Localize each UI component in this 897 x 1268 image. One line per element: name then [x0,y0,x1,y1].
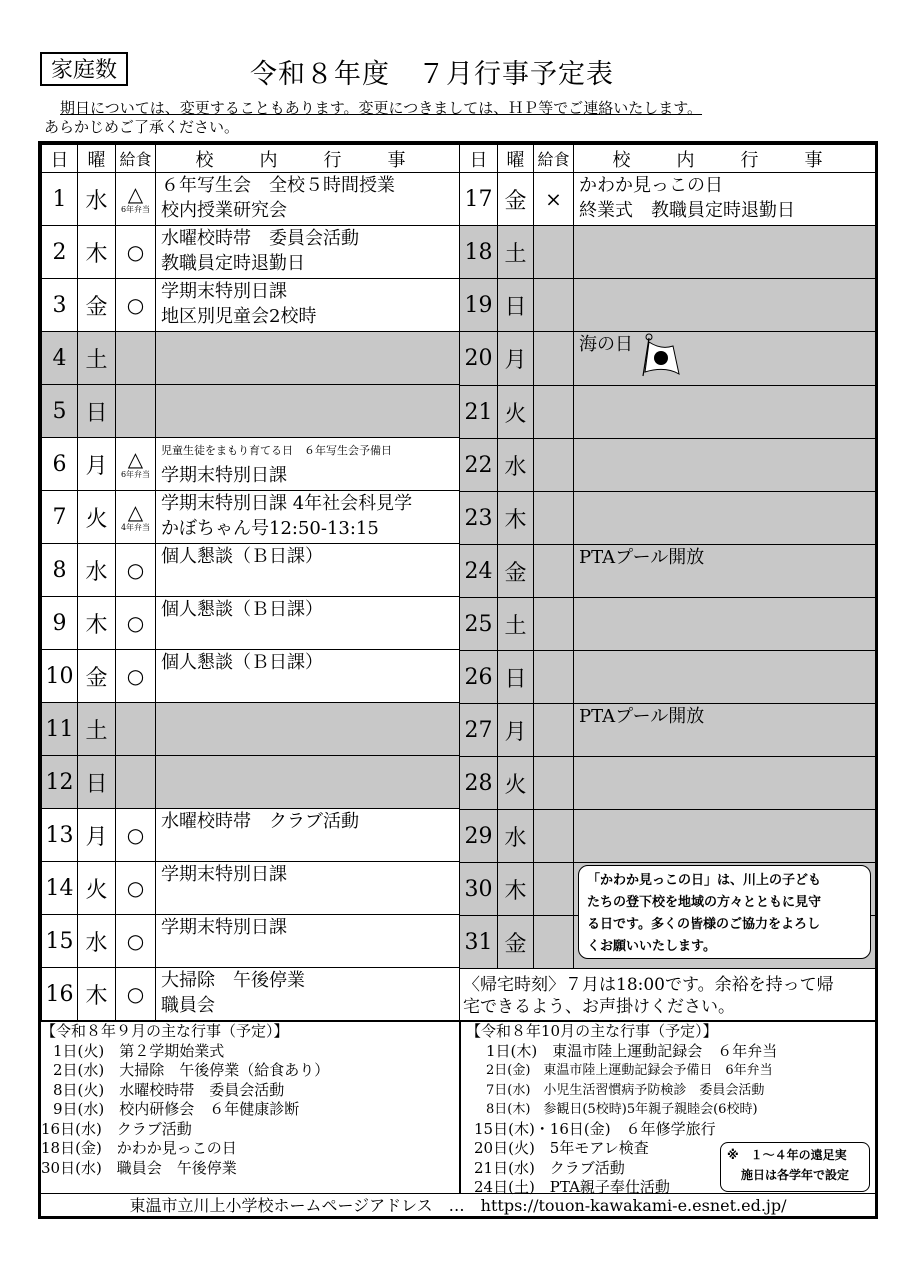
day-number: 21 [460,386,498,439]
weekday: 月 [498,332,534,386]
event-line: 職員会 [161,995,215,1016]
events-cell [574,651,876,704]
weekday: 土 [498,598,534,651]
header-events: 校 内 行 事 [156,145,460,173]
calendar-row [460,757,876,810]
calendar-row [42,968,460,1021]
schedule-item: 21日(水) クラブ活動 [474,1158,625,1177]
weekday: 金 [78,650,116,703]
event-line: 教職員定時退勤日 [161,253,305,274]
notice-line-1: 期日については、変更することもあります。変更につきましては、ＨＰ等でご連絡いたします。 [60,99,703,117]
event-line: 学期末特別日課 [161,281,287,302]
day-number: 16 [42,968,78,1021]
event-line: 個人懇談（Ｂ日課） [161,546,323,567]
day-number: 18 [460,226,498,279]
note-line: 施日は各学年で設定 [740,1168,849,1182]
schedule-item: 2日(水) 大掃除 午後停業（給食あり） [53,1061,330,1079]
day-number: 3 [42,279,78,332]
lunch-status [116,703,156,756]
lunch-note: 4年弁当 [120,522,151,532]
event-line: 終業式 教職員定時退勤日 [579,200,795,221]
lunch-status [534,545,574,598]
return-time-line: 〈帰宅時刻〉７月は18:00です。余裕を持って帰 [463,975,834,995]
calendar-row [42,703,460,756]
calendar-row [42,809,460,862]
calendar-row [460,492,876,545]
event-line: 学期末特別日課 [161,465,287,486]
events-cell [156,862,460,915]
day-number: 4 [42,332,78,385]
callout-line: たちの登下校を地域の方々とともに見守 [587,895,822,910]
day-number: 12 [42,756,78,809]
calendar-table-right [459,144,876,969]
lunch-mark: △ [127,181,144,206]
calendar-row [42,756,460,809]
lunch-status [534,332,574,386]
weekday: 日 [498,651,534,704]
calendar-row [42,226,460,279]
weekday: 土 [78,332,116,385]
calendar-row [42,332,460,385]
notice-line-2: あらかじめご了承ください。 [44,118,240,136]
weekday: 水 [78,915,116,968]
calendar-row [460,545,876,598]
events-cell [574,757,876,810]
day-number: 14 [42,862,78,915]
lunch-mark: △ [127,446,144,471]
weekday: 金 [498,173,534,226]
lunch-status [116,650,156,703]
lunch-mark: ○ [126,557,145,582]
schedule-item: 20日(火) 5年モアレ検査 [474,1139,649,1157]
day-number: 11 [42,703,78,756]
day-number: 17 [460,173,498,226]
calendar-row [42,915,460,968]
schedule-item: 16日(水) クラブ活動 [41,1119,192,1138]
lunch-status [534,810,574,863]
events-cell [574,492,876,545]
callout-line: 「かわか見っこの日」は、川上の子ども [587,873,822,888]
day-number: 25 [460,598,498,651]
calendar-row [42,173,460,226]
lunch-status [116,968,156,1021]
september-events [41,1022,461,1178]
events-cell [574,332,876,386]
day-number: 8 [42,544,78,597]
return-time-line: 宅できるよう、お声掛けください。 [463,997,735,1017]
schedule-item: 8日(木) 参観日(5校時)5年親子親睦会(6校時) [486,1102,758,1117]
events-cell [574,279,876,332]
lunch-status [534,757,574,810]
day-number: 26 [460,651,498,704]
calendar-row [460,810,876,863]
weekday: 火 [78,491,116,544]
events-cell [574,810,876,863]
header-day: 日 [42,145,78,173]
lunch-mark: ○ [126,981,145,1006]
day-number: 31 [460,916,498,969]
weekday: 土 [78,703,116,756]
excursion-note [720,1142,870,1192]
events-cell [156,756,460,809]
lunch-mark: ○ [126,610,145,635]
day-number: 22 [460,439,498,492]
lunch-mark: ○ [126,292,145,317]
lunch-status [116,491,156,544]
calendar-row [42,597,460,650]
callout-line: くお願いいたします。 [587,939,716,954]
weekday: 水 [498,439,534,492]
calendar-row [460,598,876,651]
schedule-item: 8日(火) 水曜校時帯 委員会活動 [53,1080,285,1099]
events-cell [156,385,460,438]
lunch-status [116,597,156,650]
calendar-row [42,650,460,703]
lunch-mark: × [545,186,562,211]
event-line: 学期末特別日課 [161,917,287,938]
weekday: 金 [498,916,534,969]
day-number: 9 [42,597,78,650]
weekday: 水 [498,810,534,863]
homepage-footer: 東温市立川上小学校ホームページアドレス … https://touon-kawakami-e.esnet.ed.jp/ [41,1193,875,1218]
events-cell [156,915,460,968]
event-line: 学期末特別日課 [161,864,287,885]
events-cell [156,597,460,650]
lunch-status [116,862,156,915]
lunch-mark: ○ [126,928,145,953]
lunch-status [534,704,574,757]
lunch-status [534,598,574,651]
lunch-status [534,651,574,704]
schedule-item: 24日(土) PTA親子奉仕活動 [474,1178,670,1196]
day-number: 23 [460,492,498,545]
events-cell [574,439,876,492]
weekday: 木 [78,226,116,279]
events-cell [156,544,460,597]
weekday: 火 [498,757,534,810]
day-number: 5 [42,385,78,438]
events-cell [574,173,876,226]
day-number: 1 [42,173,78,226]
header-weekday: 曜 [498,145,534,173]
events-cell [574,598,876,651]
lunch-status [116,173,156,226]
lunch-status [116,226,156,279]
events-cell [156,491,460,544]
calendar-row [460,386,876,439]
weekday: 月 [78,438,116,491]
weekday: 月 [78,809,116,862]
lunch-status [534,863,574,916]
lunch-status [534,492,574,545]
event-line: 児童生徒をまもり育てる日 ６年写生会予備日 [161,444,392,457]
lunch-status [116,809,156,862]
lunch-note: 6年弁当 [120,204,151,214]
lunch-status [534,916,574,969]
day-number: 30 [460,863,498,916]
events-cell [156,173,460,226]
lunch-status [116,438,156,491]
lunch-status [116,915,156,968]
lunch-status [116,756,156,809]
calendar-row [42,385,460,438]
event-line: 水曜校時帯 委員会活動 [161,228,359,249]
weekday: 木 [498,863,534,916]
event-line: 校内授業研究会 [161,200,287,221]
weekday: 水 [78,544,116,597]
day-number: 20 [460,332,498,386]
events-cell [156,332,460,385]
lunch-status [116,332,156,385]
calendar-row [460,651,876,704]
callout-line: る日です。多くの皆様のご協力をよろし [587,917,820,932]
return-time-notice [459,972,883,1020]
event-line: 地区別児童会2校時 [161,306,317,327]
calendar-row [42,279,460,332]
lunch-status [116,279,156,332]
weekday: 金 [78,279,116,332]
day-number: 15 [42,915,78,968]
events-cell [574,545,876,598]
event-line: PTAプール開放 [579,547,705,568]
calendar-row [42,491,460,544]
calendar-row [460,704,876,757]
events-cell [156,703,460,756]
weekday: 日 [498,279,534,332]
events-cell [574,386,876,439]
schedule-item: 1日(火) 第２学期始業式 [53,1041,225,1060]
schedule-item: 7日(水) 小児生活習慣病予防検診 委員会活動 [486,1082,765,1098]
september-heading: 【令和８年９月の主な行事（予定）】 [41,1022,289,1040]
page-title: 令和８年度 ７月行事予定表 [250,59,614,90]
lunch-note: 6年弁当 [120,469,151,479]
event-line: ６年写生会 全校５時間授業 [161,175,395,196]
weekday: 月 [498,704,534,757]
events-cell [156,279,460,332]
calendar-row [42,544,460,597]
lunch-status [534,279,574,332]
lunch-status [534,386,574,439]
document-tag: 家庭数 [40,52,128,86]
day-number: 13 [42,809,78,862]
schedule-item: 2日(金) 東温市陸上運動記録会予備日 6年弁当 [486,1063,773,1078]
calendar-row [460,439,876,492]
day-number: 28 [460,757,498,810]
calendar-table-left [41,144,460,1021]
day-number: 6 [42,438,78,491]
day-number: 19 [460,279,498,332]
weekday: 日 [78,385,116,438]
weekday: 木 [78,597,116,650]
lunch-status [116,385,156,438]
calendar-row [42,862,460,915]
lunch-mark: ○ [126,663,145,688]
schedule-item: 1日(木) 東温市陸上運動記録会 ６年弁当 [486,1041,778,1060]
day-number: 7 [42,491,78,544]
event-line: PTAプール開放 [579,706,705,727]
event-line: 大掃除 午後停業 [161,970,305,991]
event-line: 学期末特別日課 4年社会科見学 [161,493,413,514]
weekday: 水 [78,173,116,226]
header-lunch: 給食 [116,145,156,173]
schedule-item: 18日(金) かわか見っこの日 [41,1139,237,1157]
events-cell [156,650,460,703]
lunch-status [534,439,574,492]
events-cell [574,226,876,279]
lunch-mark: ○ [126,239,145,264]
day-number: 2 [42,226,78,279]
day-number: 27 [460,704,498,757]
header-day: 日 [460,145,498,173]
schedule-item: 9日(水) 校内研修会 ６年健康診断 [53,1100,300,1118]
weekday: 木 [498,492,534,545]
event-line: かわか見っこの日 [579,175,723,196]
events-cell [156,438,460,491]
day-number: 10 [42,650,78,703]
weekday: 火 [78,862,116,915]
weekday: 土 [498,226,534,279]
october-heading: 【令和８年10月の主な行事（予定）】 [466,1022,718,1040]
lunch-mark: ○ [126,875,145,900]
event-line: 海の日 [579,334,633,355]
flag-icon [639,332,685,385]
calendar-row [460,226,876,279]
header-events: 校 内 行 事 [574,145,876,173]
day-number: 29 [460,810,498,863]
schedule-item: 15日(木)・16日(金) ６年修学旅行 [474,1119,716,1138]
events-cell [156,968,460,1021]
event-line: 個人懇談（Ｂ日課） [161,652,323,673]
events-cell [156,809,460,862]
events-cell [574,704,876,757]
kawakamikko-callout [578,865,871,959]
calendar-row [460,279,876,332]
event-line: 個人懇談（Ｂ日課） [161,599,323,620]
schedule-item: 30日(水) 職員会 午後停業 [41,1158,237,1177]
calendar-row [42,438,460,491]
lunch-mark: △ [127,499,144,524]
lunch-status [116,544,156,597]
lunch-status [534,173,574,226]
header-lunch: 給食 [534,145,574,173]
header-weekday: 曜 [78,145,116,173]
lunch-mark: ○ [126,822,145,847]
event-line: 水曜校時帯 クラブ活動 [161,811,359,832]
note-line: ※ １～４年の遠足実 [727,1148,847,1162]
lunch-status [534,226,574,279]
column-divider [459,1020,461,1193]
weekday: 金 [498,545,534,598]
events-cell [156,226,460,279]
calendar-row [460,173,876,226]
day-number: 24 [460,545,498,598]
weekday: 木 [78,968,116,1021]
weekday: 日 [78,756,116,809]
weekday: 火 [498,386,534,439]
calendar-row [460,332,876,386]
event-line: かぼちゃん号12:50-13:15 [161,518,379,539]
